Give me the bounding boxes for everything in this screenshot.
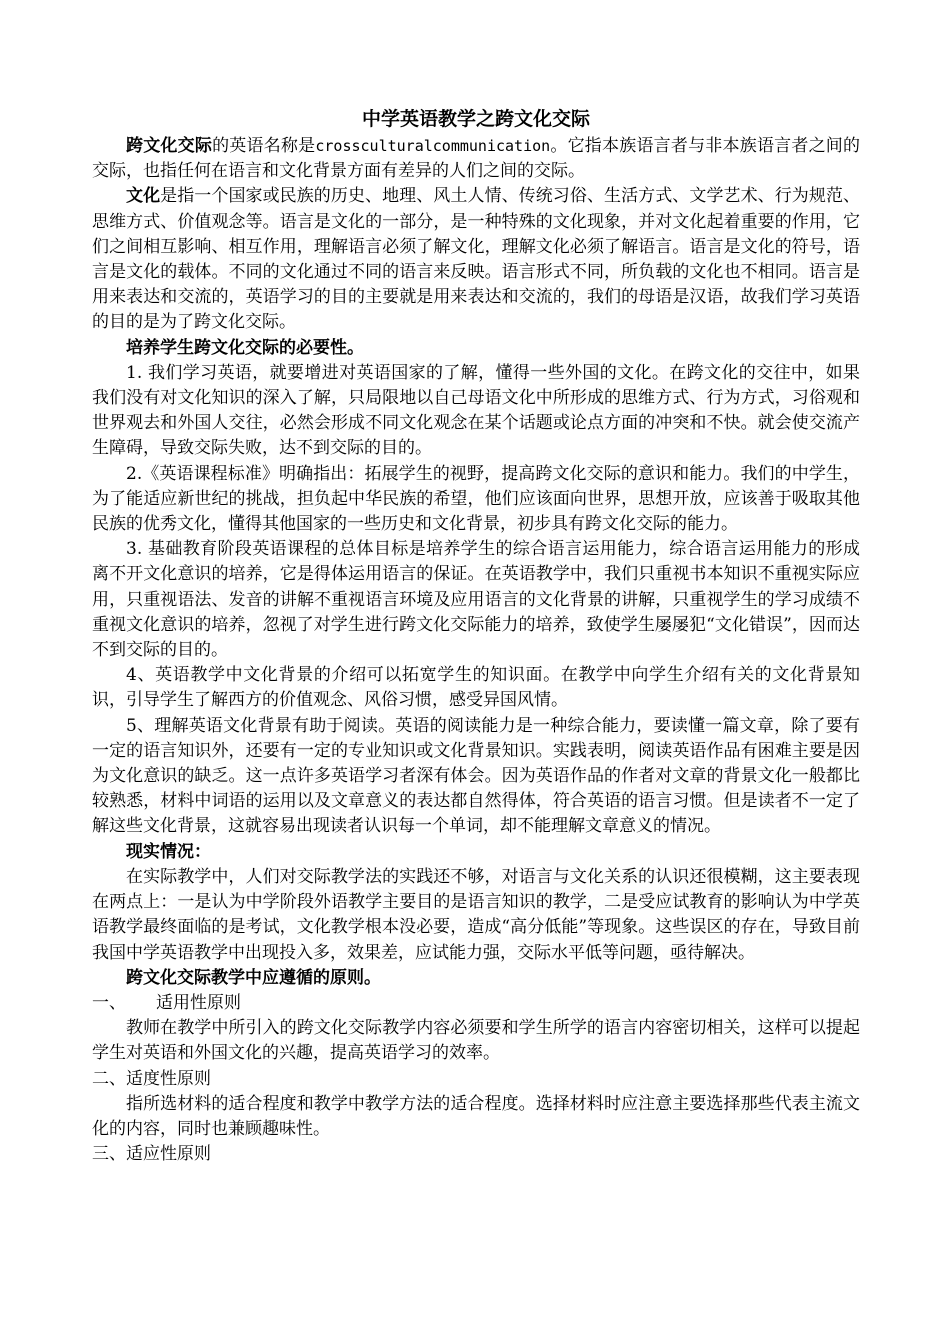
term-cross-cultural: 跨文化交际 bbox=[126, 136, 213, 156]
intro1-text-a: 的英语名称是 bbox=[212, 136, 316, 156]
necessity-item-2: 2.《英语课程标准》明确指出：拓展学生的视野，提高跨文化交际的意识和能力。我们的中学生，为了能适应新世纪的挑战，担负起中华民族的希望，他们应该面向世界，思想开放，应该善于吸取其他民族的优秀文化，懂得其他国家的一些历史和文化背景，初步具有跨文化交际的能力。 bbox=[92, 463, 860, 535]
heading-reality: 现实情况： bbox=[126, 841, 211, 862]
intro2-text: 是指一个国家或民族的历史、地理、风土人情、传统习俗、生活方式、文学艺术、行为规范、思维方式、价值观念等。语言是文化的一部分，是一种特殊的文化现象，并对文化起着重要的作用，它们之间相互影响、相互作用，理解语言必须了解文化，理解文化必须了解语言。语言是文化的符号，语言是文化的载体。不同的文化通过不同的语言来反映。语言形式不同，所负载的文化也不相同。语言是用来表达和交流的，英语学习的目的主要就是用来表达和交流的，我们的母语是汉语，故我们学习英语的目的是为了跨文化交际。 bbox=[92, 186, 861, 333]
principle-1-text: 教师在教学中所引入的跨文化交际教学内容必须要和学生所学的语言内容密切相关，这样可以提起学生对英语和外国文化的兴趣，提高英语学习的效率。 bbox=[92, 1018, 860, 1064]
necessity-item-4: 4、英语教学中文化背景的介绍可以拓宽学生的知识面。在教学中向学生介绍有关的文化背景知识，引导学生了解西方的价值观念、风俗习惯，感受异国风情。 bbox=[92, 665, 860, 711]
term-culture: 文化 bbox=[126, 186, 161, 207]
document-page bbox=[92, 106, 860, 1167]
necessity-item-3: 3. 基础教育阶段英语课程的总体目标是培养学生的综合语言运用能力，综合语言运用能力的形成离不开文化意识的培养，它是得体运用语言的保证。在英语教学中，我们只重视书本知识不重视实际应用，只重视语法、发音的讲解不重视语言环境及应用语言的文化背景的讲解，只重视学生的学习成绩不重视文化意识的培养，忽视了对学生进行跨文化交际能力的培养，致使学生屡屡犯“文化错误”，因而达不到交际的目的。 bbox=[92, 539, 860, 661]
principle-2-heading: 二、适度性原则 bbox=[92, 1068, 211, 1089]
intro1-text-b: 。它指本族语言者与非本族语言者之间的交际，也指任何在语言和文化背景方面有差异的人们之间的交际。 bbox=[92, 136, 861, 182]
necessity-item-5: 5、理解英语文化背景有助于阅读。英语的阅读能力是一种综合能力，要读懂一篇文章，除了要有一定的语言知识外，还要有一定的专业知识或文化背景知识。实践表明，阅读英语作品有困难主要是因为文化意识的缺乏。这一点许多英语学习者深有体会。因为英语作品的作者对文章的背景文化一般都比较熟悉，材料中词语的运用以及文章意义的表达都自然得体，符合英语的语言习惯。但是读者不一定了解这些文化背景，这就容易出现读者认识每一个单词，却不能理解文章意义的情况。 bbox=[92, 715, 860, 837]
principle-1-title: 适用性原则 bbox=[156, 992, 241, 1013]
principle-1-number: 一、 bbox=[92, 992, 126, 1013]
intro-paragraph-2 bbox=[92, 184, 860, 335]
heading-principles: 跨文化交际教学中应遵循的原则。 bbox=[126, 967, 381, 988]
reality-paragraph: 在实际教学中，人们对交际教学法的实践还不够，对语言与文化关系的认识还很模糊，这主要表现在两点上：一是认为中学阶段外语教学主要目的是语言知识的教学，二是受应试教育的影响认为中学英语教学最终面临的是考试，文化教学根本没必要，造成“高分低能”等现象。这些误区的存在，导致目前我国中学英语教学中出现投入多，效果差，应试能力强，交际水平低等问题，亟待解决。 bbox=[92, 866, 860, 963]
principle-2-text: 指所选材料的适合程度和教学中教学方法的适合程度。选择材料时应注意主要选择那些代表主流文化的内容，同时也兼顾趣味性。 bbox=[92, 1093, 860, 1139]
heading-necessity: 培养学生跨文化交际的必要性。 bbox=[126, 337, 364, 358]
principle-3-heading: 三、适应性原则 bbox=[92, 1144, 211, 1165]
intro1-english-term: crossculturalcommunication bbox=[315, 137, 551, 155]
intro-paragraph-1 bbox=[92, 134, 860, 184]
principle-1-heading bbox=[92, 991, 860, 1016]
document-title: 中学英语教学之跨文化交际 bbox=[361, 108, 590, 130]
necessity-item-1: 1. 我们学习英语，就要增进对英语国家的了解，懂得一些外国的文化。在跨文化的交往中，如果我们没有对文化知识的深入了解，只局限地以自己母语文化中所形成的思维方式、行为方式，习俗观和世界观去和外国人交往，必然会形成不同文化观念在某个话题或论点方面的冲突和不快。就会使交流产生障碍，导致交际失败，达不到交际的目的。 bbox=[92, 362, 860, 459]
